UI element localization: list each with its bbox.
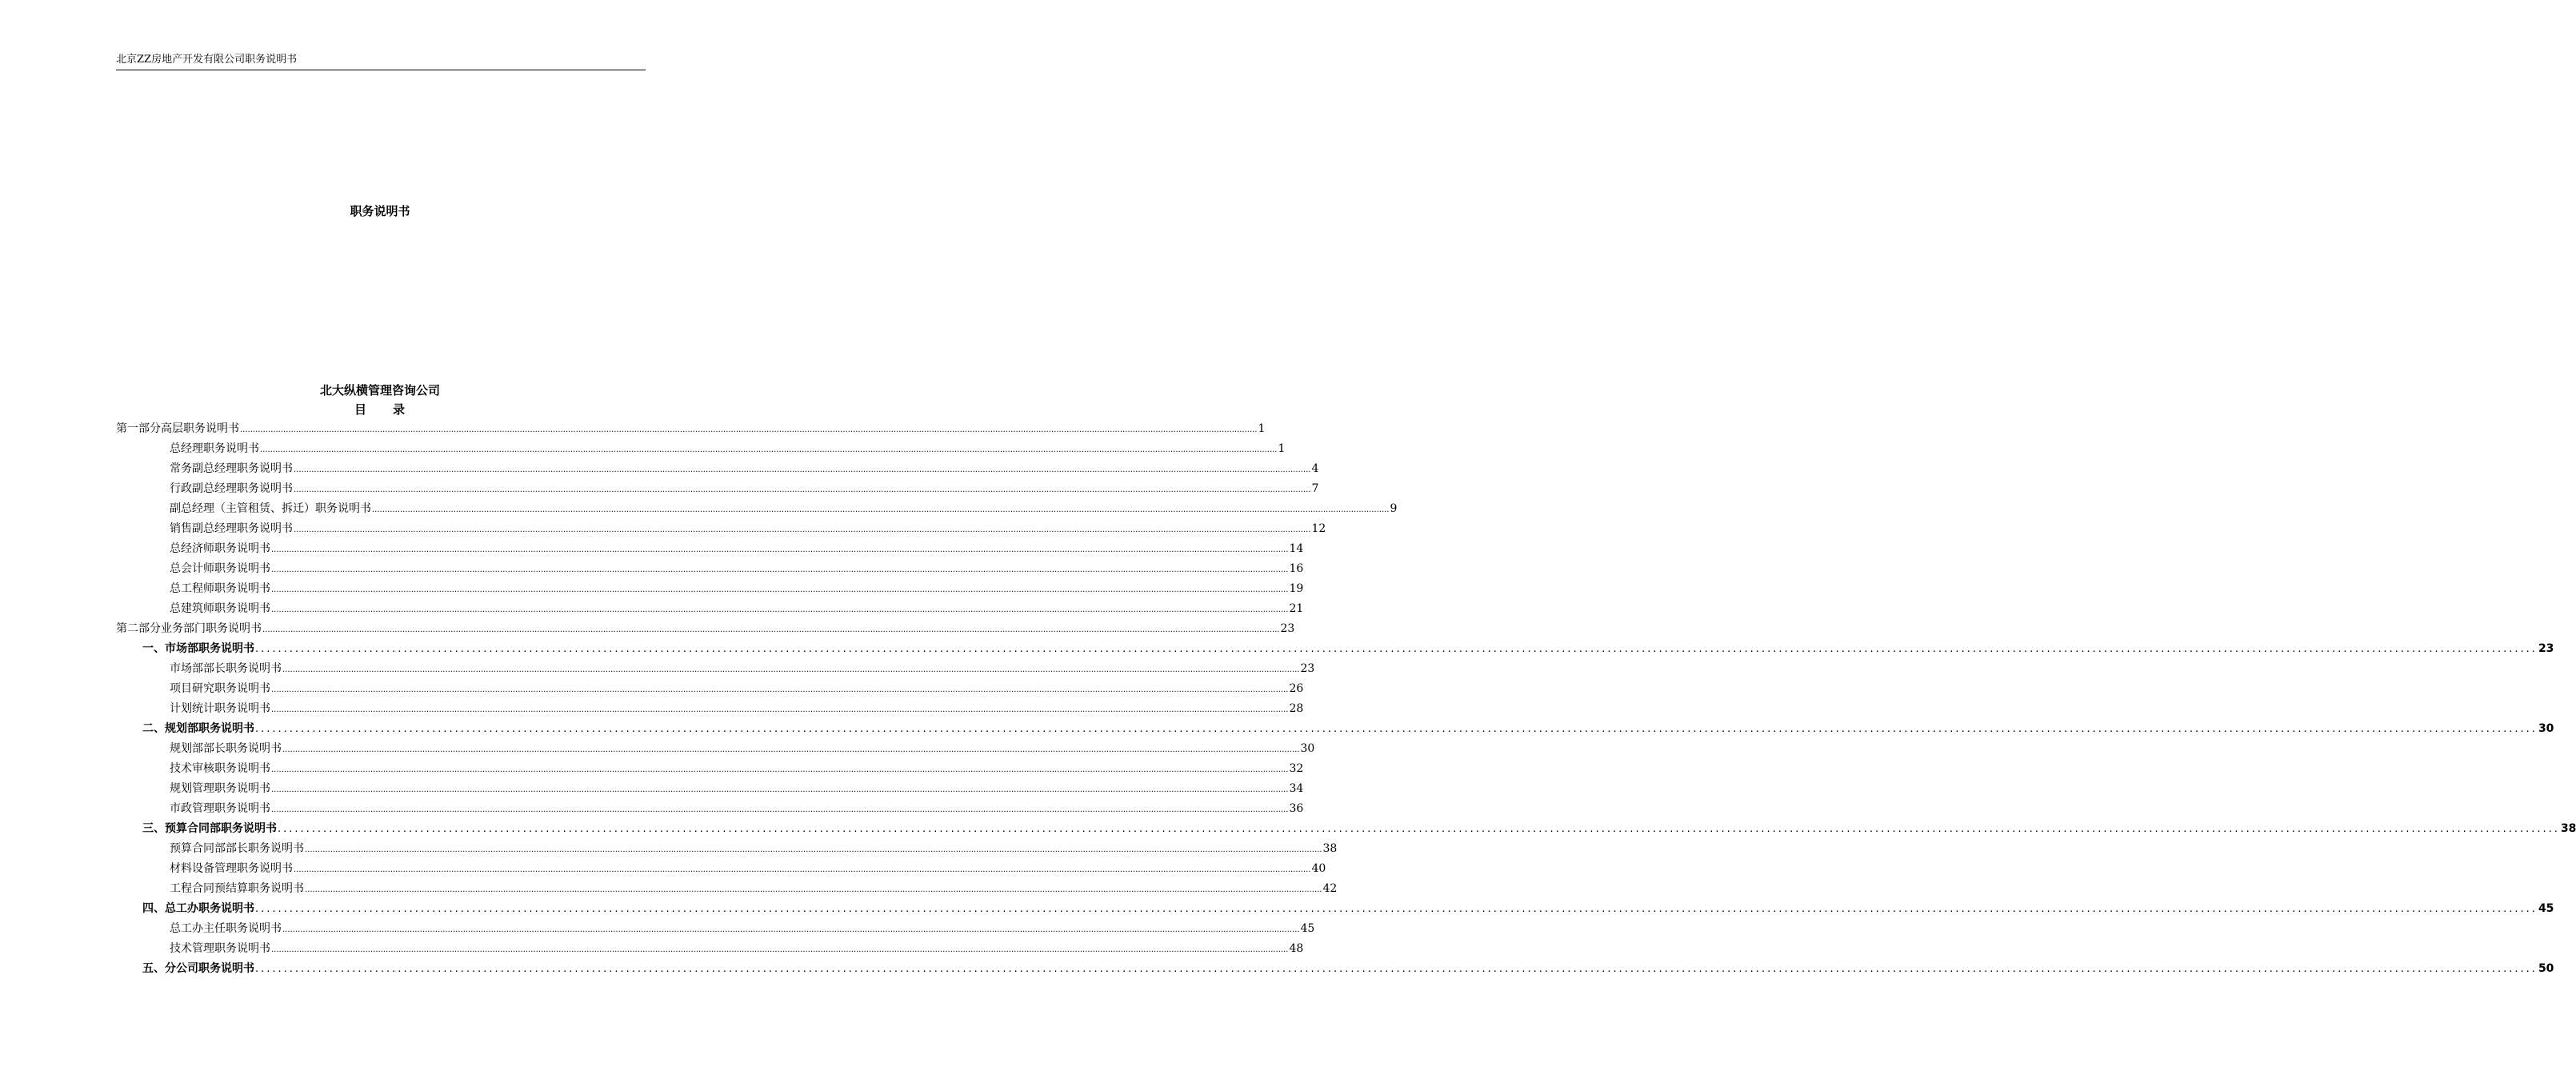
toc-page-number: 14 bbox=[1289, 542, 1304, 555]
toc-entry[interactable] bbox=[116, 779, 1304, 799]
toc-entry-label: 二、规划部职务说明书 bbox=[142, 722, 254, 735]
toc-entry-label: 总会计师职务说明书 bbox=[170, 562, 270, 575]
toc-page-number: 50 bbox=[2538, 962, 2554, 975]
toc-section-entry[interactable] bbox=[116, 819, 2576, 839]
toc-entry-label: 总工办主任职务说明书 bbox=[170, 922, 282, 935]
toc-page-number: 9 bbox=[1390, 502, 1398, 515]
toc-entry-label: 技术管理职务说明书 bbox=[170, 942, 270, 955]
toc-page-number: 45 bbox=[2538, 902, 2554, 915]
toc-entry[interactable] bbox=[116, 879, 1338, 899]
toc-dot-leader: ................................................................................................................................................................................................................................................................................................................................................................................................................ bbox=[260, 446, 1278, 454]
toc-dot-leader: ................................................................................................................................................................................................................................................................................................................................................................................................................ bbox=[271, 685, 1289, 694]
toc-page-number: 42 bbox=[1322, 882, 1338, 895]
toc-entry[interactable] bbox=[116, 539, 1304, 559]
toc-page-number: 34 bbox=[1289, 782, 1304, 795]
toc-entry-title: 业务部门职务说明书 bbox=[161, 622, 262, 635]
toc-section-entry[interactable] bbox=[116, 959, 2554, 979]
toc-page-number: 23 bbox=[2538, 642, 2554, 655]
toc-page-number: 38 bbox=[1322, 842, 1338, 855]
toc-dot-leader: ................................................................................................................................................................................................................................................................................................................................................................................................................ bbox=[271, 585, 1289, 594]
toc-page-number: 1 bbox=[1258, 422, 1266, 435]
toc-page-number: 32 bbox=[1289, 762, 1304, 775]
toc-entry[interactable] bbox=[116, 739, 1315, 759]
toc-page-number: 1 bbox=[1278, 442, 1286, 455]
toc-page-number: 40 bbox=[1311, 862, 1326, 875]
toc-dot-leader: ................................................................................................................................................................................................................................................................................................................................................................................................................ bbox=[294, 486, 1311, 494]
toc-dot-leader: ................................................................................................................................................................................................................................................................................................................................................................................................................ bbox=[271, 545, 1289, 554]
toc-page-number: 4 bbox=[1311, 462, 1319, 475]
toc-page-number: 48 bbox=[1289, 942, 1304, 955]
toc-dot-leader: ................................................................................................................................................................................................................................................................................................................................................................................................................ bbox=[255, 643, 2538, 655]
toc-dot-leader: ................................................................................................................................................................................................................................................................................................................................................................................................................ bbox=[305, 885, 1322, 894]
toc-entry-label: 总工程师职务说明书 bbox=[170, 582, 270, 595]
toc-entry-label: 预算合同部部长职务说明书 bbox=[170, 842, 304, 855]
toc-entry[interactable] bbox=[116, 479, 1319, 499]
toc-page-number: 21 bbox=[1289, 602, 1304, 615]
toc-dot-leader: ................................................................................................................................................................................................................................................................................................................................................................................................................ bbox=[294, 466, 1311, 474]
toc-page-number: 30 bbox=[2538, 722, 2554, 735]
toc-dot-leader: ................................................................................................................................................................................................................................................................................................................................................................................................................ bbox=[271, 765, 1289, 774]
toc-dot-leader: ................................................................................................................................................................................................................................................................................................................................................................................................................ bbox=[282, 745, 1300, 754]
toc-dot-leader: ................................................................................................................................................................................................................................................................................................................................................................................................................ bbox=[294, 526, 1311, 534]
toc-entry-label: 工程合同预结算职务说明书 bbox=[170, 882, 304, 895]
toc-page-number: 45 bbox=[1300, 922, 1315, 935]
toc-entry-label: 技术审核职务说明书 bbox=[170, 762, 270, 775]
toc-dot-leader: ................................................................................................................................................................................................................................................................................................................................................................................................................ bbox=[271, 565, 1289, 574]
toc-entry[interactable] bbox=[116, 579, 1304, 599]
toc-entry-label: 总经理职务说明书 bbox=[170, 442, 259, 455]
toc-entry[interactable] bbox=[116, 659, 1315, 679]
toc-entry-label: 第二部分 bbox=[116, 622, 161, 635]
toc-entry[interactable] bbox=[116, 679, 1304, 699]
toc-entry[interactable] bbox=[116, 699, 1304, 719]
toc-entry[interactable] bbox=[116, 459, 1319, 479]
toc-entry-label: 计划统计职务说明书 bbox=[170, 702, 270, 715]
toc-dot-leader: ................................................................................................................................................................................................................................................................................................................................................................................................................ bbox=[255, 963, 2538, 975]
toc-entry-label: 第一部分 bbox=[116, 422, 161, 435]
toc-entry[interactable] bbox=[116, 519, 1326, 539]
toc-entry-label: 常务副总经理职务说明书 bbox=[170, 462, 293, 475]
toc-section-entry[interactable] bbox=[116, 899, 2554, 919]
toc-dot-leader: ................................................................................................................................................................................................................................................................................................................................................................................................................ bbox=[255, 723, 2538, 735]
toc-entry[interactable] bbox=[116, 859, 1326, 879]
document-title: 职务说明书 bbox=[350, 204, 410, 218]
toc-entry-title: 高层职务说明书 bbox=[161, 422, 239, 435]
toc-dot-leader: ................................................................................................................................................................................................................................................................................................................................................................................................................ bbox=[255, 903, 2538, 915]
toc-dot-leader: ................................................................................................................................................................................................................................................................................................................................................................................................................ bbox=[262, 625, 1280, 634]
toc-dot-leader: ................................................................................................................................................................................................................................................................................................................................................................................................................ bbox=[271, 805, 1289, 814]
toc-dot-leader: ................................................................................................................................................................................................................................................................................................................................................................................................................ bbox=[271, 705, 1289, 714]
toc-page-number: 30 bbox=[1300, 742, 1315, 755]
toc-dot-leader: ................................................................................................................................................................................................................................................................................................................................................................................................................ bbox=[271, 945, 1289, 954]
toc-page-number: 38 bbox=[2560, 822, 2576, 835]
toc-dot-leader: ................................................................................................................................................................................................................................................................................................................................................................................................................ bbox=[271, 605, 1289, 614]
toc-entry[interactable] bbox=[116, 759, 1304, 779]
toc-entry[interactable] bbox=[116, 939, 1304, 959]
toc-dot-leader: ................................................................................................................................................................................................................................................................................................................................................................................................................ bbox=[282, 665, 1300, 674]
toc-entry-label: 五、分公司职务说明书 bbox=[142, 962, 254, 975]
toc-entry-label: 总经济师职务说明书 bbox=[170, 542, 270, 555]
toc-section-entry[interactable] bbox=[116, 639, 2554, 659]
toc-entry-label: 销售副总经理职务说明书 bbox=[170, 522, 293, 535]
toc-entry[interactable] bbox=[116, 559, 1304, 579]
toc-entry-label: 市政管理职务说明书 bbox=[170, 802, 270, 815]
page-header: 北京ZZ房地产开发有限公司职务说明书 bbox=[116, 53, 646, 70]
toc-dot-leader: ................................................................................................................................................................................................................................................................................................................................................................................................................ bbox=[282, 925, 1300, 934]
toc-entry-label: 行政副总经理职务说明书 bbox=[170, 482, 293, 495]
toc-page-number: 7 bbox=[1311, 482, 1319, 495]
toc-page-number: 23 bbox=[1280, 622, 1295, 635]
toc-entry-label: 规划管理职务说明书 bbox=[170, 782, 270, 795]
toc-dot-leader: ................................................................................................................................................................................................................................................................................................................................................................................................................ bbox=[271, 785, 1289, 794]
toc-entry[interactable] bbox=[116, 839, 1338, 859]
toc-heading: 目 录 bbox=[354, 402, 406, 417]
toc-entry-label: 一、市场部职务说明书 bbox=[142, 642, 254, 655]
toc-part-entry[interactable] bbox=[116, 619, 1295, 639]
toc-page-number: 26 bbox=[1289, 682, 1304, 695]
toc-page-number: 36 bbox=[1289, 802, 1304, 815]
company-name: 北大纵横管理咨询公司 bbox=[319, 383, 440, 398]
toc-entry-label: 副总经理（主管租赁、拆迁）职务说明书 bbox=[170, 502, 371, 515]
table-of-contents bbox=[116, 419, 2576, 979]
toc-page-number: 16 bbox=[1289, 562, 1304, 575]
toc-page-number: 12 bbox=[1311, 522, 1326, 535]
toc-page-number: 28 bbox=[1289, 702, 1304, 715]
toc-entry-label: 总建筑师职务说明书 bbox=[170, 602, 270, 615]
toc-dot-leader: ................................................................................................................................................................................................................................................................................................................................................................................................................ bbox=[240, 426, 1258, 434]
toc-entry[interactable] bbox=[116, 499, 1398, 519]
toc-entry-label: 四、总工办职务说明书 bbox=[142, 902, 254, 915]
toc-entry-label: 市场部部长职务说明书 bbox=[170, 662, 282, 675]
toc-entry-label: 规划部部长职务说明书 bbox=[170, 742, 282, 755]
toc-entry[interactable] bbox=[116, 919, 1315, 939]
toc-entry[interactable] bbox=[116, 799, 1304, 819]
toc-dot-leader: ................................................................................................................................................................................................................................................................................................................................................................................................................ bbox=[305, 845, 1322, 854]
toc-entry-label: 三、预算合同部职务说明书 bbox=[142, 822, 277, 835]
toc-entry-label: 材料设备管理职务说明书 bbox=[170, 862, 293, 875]
toc-page-number: 19 bbox=[1289, 582, 1304, 595]
toc-entry-label: 项目研究职务说明书 bbox=[170, 682, 270, 695]
toc-dot-leader: ................................................................................................................................................................................................................................................................................................................................................................................................................ bbox=[278, 823, 2560, 835]
toc-dot-leader: ................................................................................................................................................................................................................................................................................................................................................................................................................ bbox=[372, 506, 1390, 514]
toc-page-number: 23 bbox=[1300, 662, 1315, 675]
toc-dot-leader: ................................................................................................................................................................................................................................................................................................................................................................................................................ bbox=[294, 865, 1311, 874]
toc-part-entry[interactable] bbox=[116, 419, 1266, 439]
toc-entry[interactable] bbox=[116, 599, 1304, 619]
toc-entry[interactable] bbox=[116, 439, 1286, 459]
toc-section-entry[interactable] bbox=[116, 719, 2554, 739]
